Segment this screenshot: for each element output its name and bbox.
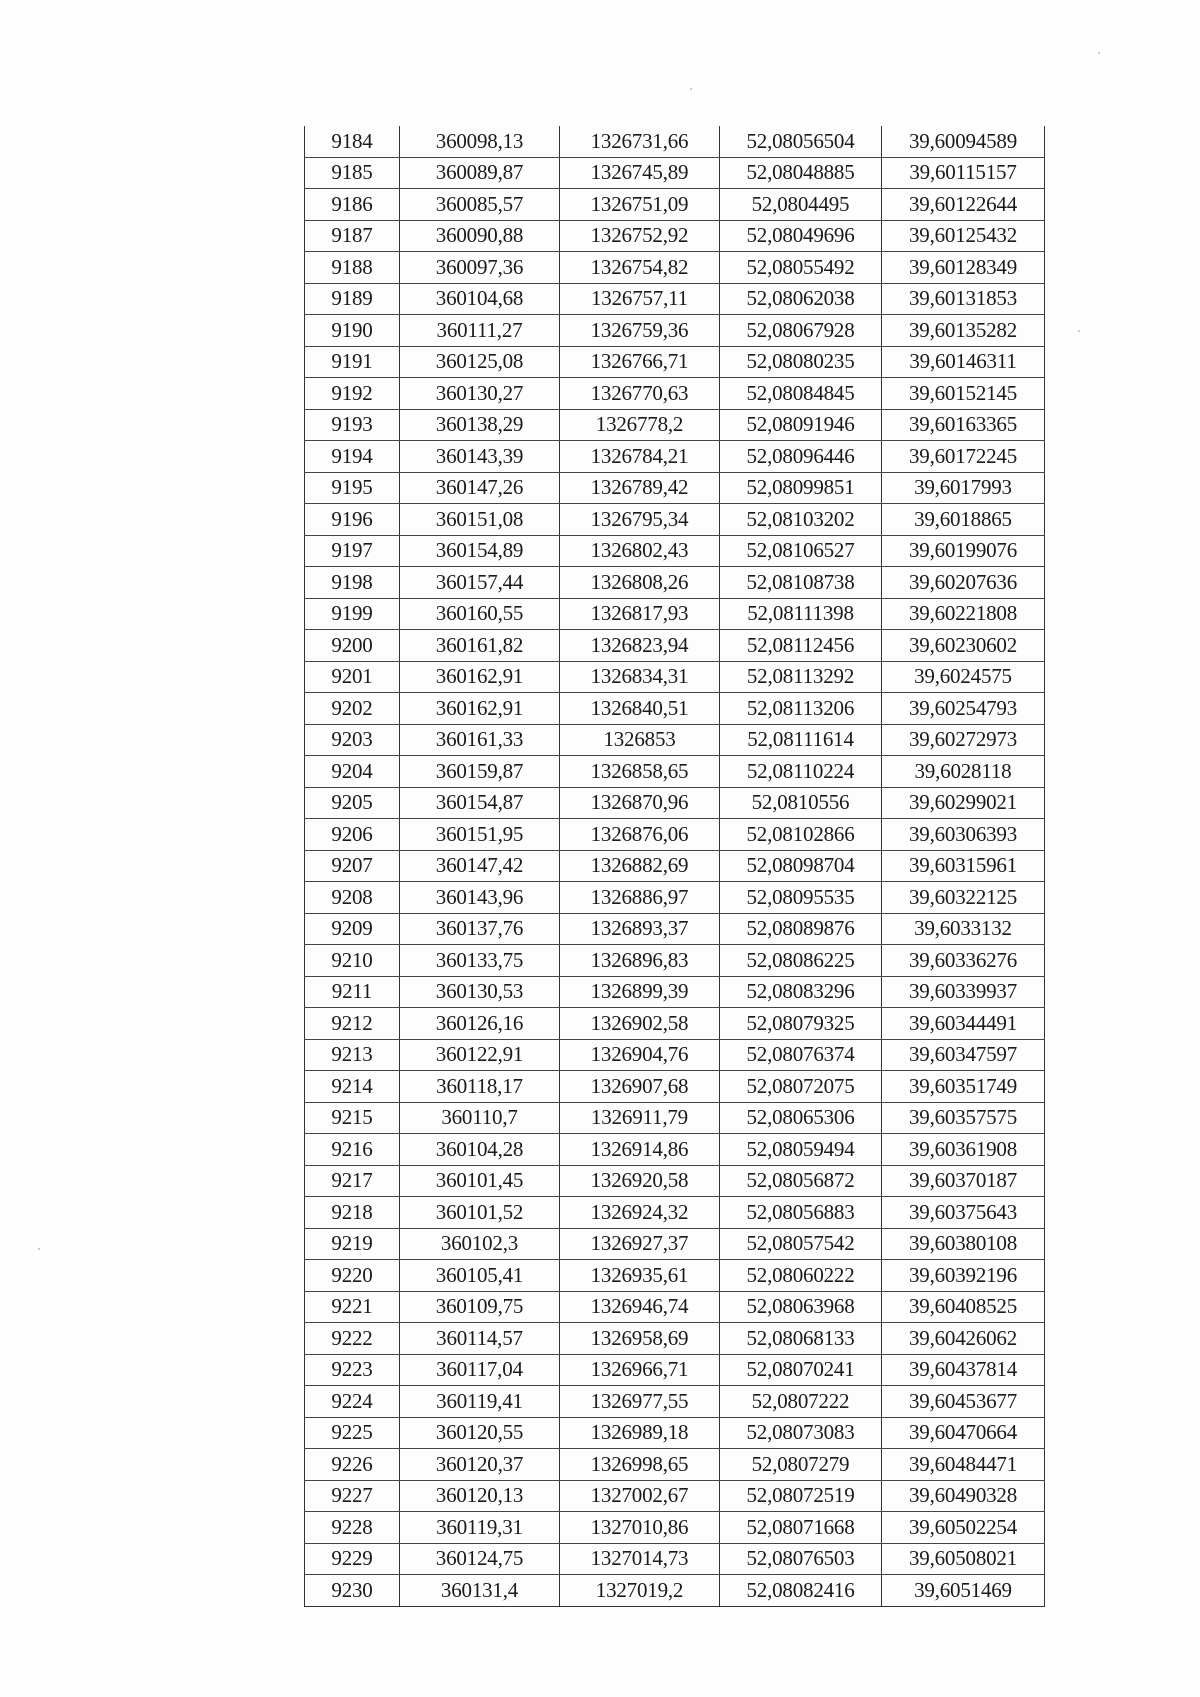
table-row [305,882,1045,914]
point-number-cell: 9205 [305,787,400,819]
table-row [305,1197,1045,1229]
point-number-cell: 9185 [305,157,400,189]
table-row [305,1543,1045,1575]
longitude-cell: 39,60375643 [882,1197,1045,1229]
y-coordinate-cell: 1326757,11 [560,283,720,315]
table-row [305,1134,1045,1166]
x-coordinate-cell: 360105,41 [400,1260,560,1292]
point-number-cell: 9202 [305,693,400,725]
y-coordinate-cell: 1327014,73 [560,1543,720,1575]
latitude-cell: 52,08056504 [720,126,882,157]
longitude-cell: 39,6018865 [882,504,1045,536]
y-coordinate-cell: 1326902,58 [560,1008,720,1040]
point-number-cell: 9199 [305,598,400,630]
x-coordinate-cell: 360147,42 [400,850,560,882]
latitude-cell: 52,08076374 [720,1039,882,1071]
point-number-cell: 9215 [305,1102,400,1134]
point-number-cell: 9204 [305,756,400,788]
longitude-cell: 39,60361908 [882,1134,1045,1166]
x-coordinate-cell: 360090,88 [400,220,560,252]
point-number-cell: 9207 [305,850,400,882]
x-coordinate-cell: 360147,26 [400,472,560,504]
latitude-cell: 52,08062038 [720,283,882,315]
latitude-cell: 52,08057542 [720,1228,882,1260]
longitude-cell: 39,60135282 [882,315,1045,347]
latitude-cell: 52,08111614 [720,724,882,756]
longitude-cell: 39,60508021 [882,1543,1045,1575]
y-coordinate-cell: 1326946,74 [560,1291,720,1323]
y-coordinate-cell: 1326896,83 [560,945,720,977]
longitude-cell: 39,60163365 [882,409,1045,441]
longitude-cell: 39,60172245 [882,441,1045,473]
x-coordinate-cell: 360101,45 [400,1165,560,1197]
longitude-cell: 39,60392196 [882,1260,1045,1292]
point-number-cell: 9187 [305,220,400,252]
y-coordinate-cell: 1326802,43 [560,535,720,567]
x-coordinate-cell: 360143,39 [400,441,560,473]
point-number-cell: 9218 [305,1197,400,1229]
latitude-cell: 52,08070241 [720,1354,882,1386]
table-row [305,126,1045,157]
y-coordinate-cell: 1326789,42 [560,472,720,504]
point-number-cell: 9193 [305,409,400,441]
x-coordinate-cell: 360117,04 [400,1354,560,1386]
latitude-cell: 52,08103202 [720,504,882,536]
longitude-cell: 39,60490328 [882,1480,1045,1512]
point-number-cell: 9201 [305,661,400,693]
y-coordinate-cell: 1326778,2 [560,409,720,441]
x-coordinate-cell: 360119,31 [400,1512,560,1544]
table-row [305,567,1045,599]
longitude-cell: 39,6033132 [882,913,1045,945]
point-number-cell: 9195 [305,472,400,504]
longitude-cell: 39,60207636 [882,567,1045,599]
latitude-cell: 52,08113292 [720,661,882,693]
x-coordinate-cell: 360122,91 [400,1039,560,1071]
y-coordinate-cell: 1326920,58 [560,1165,720,1197]
table-row [305,1575,1045,1607]
x-coordinate-cell: 360120,55 [400,1417,560,1449]
longitude-cell: 39,60254793 [882,693,1045,725]
latitude-cell: 52,08065306 [720,1102,882,1134]
latitude-cell: 52,0807279 [720,1449,882,1481]
latitude-cell: 52,08076503 [720,1543,882,1575]
latitude-cell: 52,08095535 [720,882,882,914]
y-coordinate-cell: 1326795,34 [560,504,720,536]
longitude-cell: 39,60221808 [882,598,1045,630]
table-row [305,976,1045,1008]
point-number-cell: 9227 [305,1480,400,1512]
latitude-cell: 52,0807222 [720,1386,882,1418]
x-coordinate-cell: 360154,87 [400,787,560,819]
y-coordinate-cell: 1326745,89 [560,157,720,189]
longitude-cell: 39,60344491 [882,1008,1045,1040]
point-number-cell: 9196 [305,504,400,536]
longitude-cell: 39,60230602 [882,630,1045,662]
point-number-cell: 9211 [305,976,400,1008]
point-number-cell: 9190 [305,315,400,347]
y-coordinate-cell: 1326784,21 [560,441,720,473]
point-number-cell: 9206 [305,819,400,851]
latitude-cell: 52,08111398 [720,598,882,630]
point-number-cell: 9208 [305,882,400,914]
point-number-cell: 9189 [305,283,400,315]
x-coordinate-cell: 360143,96 [400,882,560,914]
point-number-cell: 9228 [305,1512,400,1544]
longitude-cell: 39,60125432 [882,220,1045,252]
longitude-cell: 39,60502254 [882,1512,1045,1544]
x-coordinate-cell: 360160,55 [400,598,560,630]
point-number-cell: 9217 [305,1165,400,1197]
y-coordinate-cell: 1326834,31 [560,661,720,693]
table-row [305,724,1045,756]
scan-speck [1078,330,1080,332]
point-number-cell: 9226 [305,1449,400,1481]
latitude-cell: 52,08079325 [720,1008,882,1040]
y-coordinate-cell: 1326870,96 [560,787,720,819]
longitude-cell: 39,6028118 [882,756,1045,788]
table-row [305,913,1045,945]
point-number-cell: 9200 [305,630,400,662]
longitude-cell: 39,60380108 [882,1228,1045,1260]
table-row [305,945,1045,977]
x-coordinate-cell: 360151,08 [400,504,560,536]
latitude-cell: 52,08106527 [720,535,882,567]
y-coordinate-cell: 1326751,09 [560,189,720,221]
latitude-cell: 52,08071668 [720,1512,882,1544]
latitude-cell: 52,08096446 [720,441,882,473]
y-coordinate-cell: 1326907,68 [560,1071,720,1103]
table-row [305,1417,1045,1449]
latitude-cell: 52,08080235 [720,346,882,378]
y-coordinate-cell: 1326914,86 [560,1134,720,1166]
latitude-cell: 52,08049696 [720,220,882,252]
longitude-cell: 39,60357575 [882,1102,1045,1134]
table-row [305,504,1045,536]
table-row [305,1512,1045,1544]
y-coordinate-cell: 1326840,51 [560,693,720,725]
latitude-cell: 52,08072075 [720,1071,882,1103]
point-number-cell: 9230 [305,1575,400,1607]
y-coordinate-cell: 1326770,63 [560,378,720,410]
table-row [305,283,1045,315]
y-coordinate-cell: 1326966,71 [560,1354,720,1386]
latitude-cell: 52,08091946 [720,409,882,441]
point-number-cell: 9197 [305,535,400,567]
longitude-cell: 39,6051469 [882,1575,1045,1607]
latitude-cell: 52,08060222 [720,1260,882,1292]
latitude-cell: 52,08086225 [720,945,882,977]
point-number-cell: 9186 [305,189,400,221]
x-coordinate-cell: 360131,4 [400,1575,560,1607]
table-row [305,1260,1045,1292]
y-coordinate-cell: 1326876,06 [560,819,720,851]
y-coordinate-cell: 1327010,86 [560,1512,720,1544]
x-coordinate-cell: 360137,76 [400,913,560,945]
x-coordinate-cell: 360102,3 [400,1228,560,1260]
scan-speck [1098,52,1100,54]
table-row [305,252,1045,284]
longitude-cell: 39,60128349 [882,252,1045,284]
y-coordinate-cell: 1327019,2 [560,1575,720,1607]
latitude-cell: 52,08089876 [720,913,882,945]
y-coordinate-cell: 1326817,93 [560,598,720,630]
scan-speck [38,1248,40,1250]
longitude-cell: 39,60315961 [882,850,1045,882]
table-row [305,1165,1045,1197]
x-coordinate-cell: 360124,75 [400,1543,560,1575]
x-coordinate-cell: 360104,68 [400,283,560,315]
longitude-cell: 39,60336276 [882,945,1045,977]
point-number-cell: 9213 [305,1039,400,1071]
table-row [305,535,1045,567]
point-number-cell: 9184 [305,126,400,157]
latitude-cell: 52,08102866 [720,819,882,851]
latitude-cell: 52,08063968 [720,1291,882,1323]
x-coordinate-cell: 360130,27 [400,378,560,410]
longitude-cell: 39,60115157 [882,157,1045,189]
longitude-cell: 39,60437814 [882,1354,1045,1386]
latitude-cell: 52,08110224 [720,756,882,788]
longitude-cell: 39,60199076 [882,535,1045,567]
x-coordinate-cell: 360101,52 [400,1197,560,1229]
y-coordinate-cell: 1326823,94 [560,630,720,662]
table-row [305,315,1045,347]
x-coordinate-cell: 360159,87 [400,756,560,788]
x-coordinate-cell: 360162,91 [400,693,560,725]
table-row [305,1386,1045,1418]
table-row [305,1039,1045,1071]
latitude-cell: 52,08068133 [720,1323,882,1355]
latitude-cell: 52,08112456 [720,630,882,662]
table-row [305,1228,1045,1260]
table-row [305,1449,1045,1481]
table-row [305,1323,1045,1355]
latitude-cell: 52,08073083 [720,1417,882,1449]
y-coordinate-cell: 1326958,69 [560,1323,720,1355]
point-number-cell: 9229 [305,1543,400,1575]
point-number-cell: 9214 [305,1071,400,1103]
latitude-cell: 52,08098704 [720,850,882,882]
point-number-cell: 9220 [305,1260,400,1292]
longitude-cell: 39,60306393 [882,819,1045,851]
latitude-cell: 52,08055492 [720,252,882,284]
latitude-cell: 52,08056883 [720,1197,882,1229]
longitude-cell: 39,60122644 [882,189,1045,221]
y-coordinate-cell: 1326759,36 [560,315,720,347]
scan-speck [690,88,692,90]
x-coordinate-cell: 360111,27 [400,315,560,347]
latitude-cell: 52,08048885 [720,157,882,189]
table-row [305,661,1045,693]
latitude-cell: 52,08082416 [720,1575,882,1607]
latitude-cell: 52,08059494 [720,1134,882,1166]
latitude-cell: 52,08083296 [720,976,882,1008]
latitude-cell: 52,08056872 [720,1165,882,1197]
x-coordinate-cell: 360089,87 [400,157,560,189]
latitude-cell: 52,0810556 [720,787,882,819]
y-coordinate-cell: 1326927,37 [560,1228,720,1260]
y-coordinate-cell: 1326882,69 [560,850,720,882]
x-coordinate-cell: 360120,37 [400,1449,560,1481]
point-number-cell: 9203 [305,724,400,756]
y-coordinate-cell: 1326766,71 [560,346,720,378]
longitude-cell: 39,60484471 [882,1449,1045,1481]
longitude-cell: 39,60152145 [882,378,1045,410]
table-row [305,693,1045,725]
point-number-cell: 9221 [305,1291,400,1323]
latitude-cell: 52,08099851 [720,472,882,504]
point-number-cell: 9209 [305,913,400,945]
longitude-cell: 39,6024575 [882,661,1045,693]
table-row [305,1102,1045,1134]
longitude-cell: 39,60131853 [882,283,1045,315]
latitude-cell: 52,08072519 [720,1480,882,1512]
x-coordinate-cell: 360130,53 [400,976,560,1008]
table-row [305,378,1045,410]
coordinates-table [304,126,1045,1607]
x-coordinate-cell: 360109,75 [400,1291,560,1323]
table-row [305,756,1045,788]
longitude-cell: 39,60370187 [882,1165,1045,1197]
table-row [305,819,1045,851]
point-number-cell: 9198 [305,567,400,599]
longitude-cell: 39,60299021 [882,787,1045,819]
longitude-cell: 39,60146311 [882,346,1045,378]
point-number-cell: 9224 [305,1386,400,1418]
latitude-cell: 52,08067928 [720,315,882,347]
x-coordinate-cell: 360151,95 [400,819,560,851]
x-coordinate-cell: 360161,82 [400,630,560,662]
y-coordinate-cell: 1326977,55 [560,1386,720,1418]
table-row [305,630,1045,662]
table-row [305,787,1045,819]
y-coordinate-cell: 1326998,65 [560,1449,720,1481]
y-coordinate-cell: 1326853 [560,724,720,756]
table-row [305,1291,1045,1323]
table-row [305,220,1045,252]
longitude-cell: 39,60426062 [882,1323,1045,1355]
x-coordinate-cell: 360104,28 [400,1134,560,1166]
point-number-cell: 9188 [305,252,400,284]
x-coordinate-cell: 360126,16 [400,1008,560,1040]
x-coordinate-cell: 360085,57 [400,189,560,221]
y-coordinate-cell: 1326754,82 [560,252,720,284]
x-coordinate-cell: 360098,13 [400,126,560,157]
table-row [305,1480,1045,1512]
table-row [305,409,1045,441]
y-coordinate-cell: 1326989,18 [560,1417,720,1449]
point-number-cell: 9210 [305,945,400,977]
x-coordinate-cell: 360138,29 [400,409,560,441]
point-number-cell: 9192 [305,378,400,410]
coordinates-table-body [305,126,1045,1606]
table-row [305,189,1045,221]
x-coordinate-cell: 360125,08 [400,346,560,378]
y-coordinate-cell: 1326904,76 [560,1039,720,1071]
y-coordinate-cell: 1326893,37 [560,913,720,945]
point-number-cell: 9194 [305,441,400,473]
point-number-cell: 9223 [305,1354,400,1386]
table-row [305,850,1045,882]
longitude-cell: 39,60322125 [882,882,1045,914]
table-row [305,472,1045,504]
point-number-cell: 9225 [305,1417,400,1449]
longitude-cell: 39,60339937 [882,976,1045,1008]
y-coordinate-cell: 1326886,97 [560,882,720,914]
table-row [305,346,1045,378]
longitude-cell: 39,6017993 [882,472,1045,504]
y-coordinate-cell: 1326899,39 [560,976,720,1008]
point-number-cell: 9212 [305,1008,400,1040]
y-coordinate-cell: 1326731,66 [560,126,720,157]
longitude-cell: 39,60347597 [882,1039,1045,1071]
table-row [305,157,1045,189]
longitude-cell: 39,60453677 [882,1386,1045,1418]
point-number-cell: 9219 [305,1228,400,1260]
x-coordinate-cell: 360114,57 [400,1323,560,1355]
table-row [305,441,1045,473]
y-coordinate-cell: 1327002,67 [560,1480,720,1512]
x-coordinate-cell: 360118,17 [400,1071,560,1103]
point-number-cell: 9191 [305,346,400,378]
y-coordinate-cell: 1326808,26 [560,567,720,599]
x-coordinate-cell: 360161,33 [400,724,560,756]
x-coordinate-cell: 360154,89 [400,535,560,567]
table-row [305,598,1045,630]
latitude-cell: 52,08108738 [720,567,882,599]
longitude-cell: 39,60094589 [882,126,1045,157]
latitude-cell: 52,0804495 [720,189,882,221]
longitude-cell: 39,60470664 [882,1417,1045,1449]
table-row [305,1008,1045,1040]
y-coordinate-cell: 1326924,32 [560,1197,720,1229]
x-coordinate-cell: 360120,13 [400,1480,560,1512]
table-row [305,1071,1045,1103]
x-coordinate-cell: 360097,36 [400,252,560,284]
y-coordinate-cell: 1326935,61 [560,1260,720,1292]
longitude-cell: 39,60408525 [882,1291,1045,1323]
x-coordinate-cell: 360110,7 [400,1102,560,1134]
latitude-cell: 52,08084845 [720,378,882,410]
y-coordinate-cell: 1326752,92 [560,220,720,252]
x-coordinate-cell: 360162,91 [400,661,560,693]
point-number-cell: 9216 [305,1134,400,1166]
x-coordinate-cell: 360157,44 [400,567,560,599]
table-row [305,1354,1045,1386]
x-coordinate-cell: 360133,75 [400,945,560,977]
latitude-cell: 52,08113206 [720,693,882,725]
y-coordinate-cell: 1326858,65 [560,756,720,788]
longitude-cell: 39,60272973 [882,724,1045,756]
y-coordinate-cell: 1326911,79 [560,1102,720,1134]
point-number-cell: 9222 [305,1323,400,1355]
longitude-cell: 39,60351749 [882,1071,1045,1103]
x-coordinate-cell: 360119,41 [400,1386,560,1418]
